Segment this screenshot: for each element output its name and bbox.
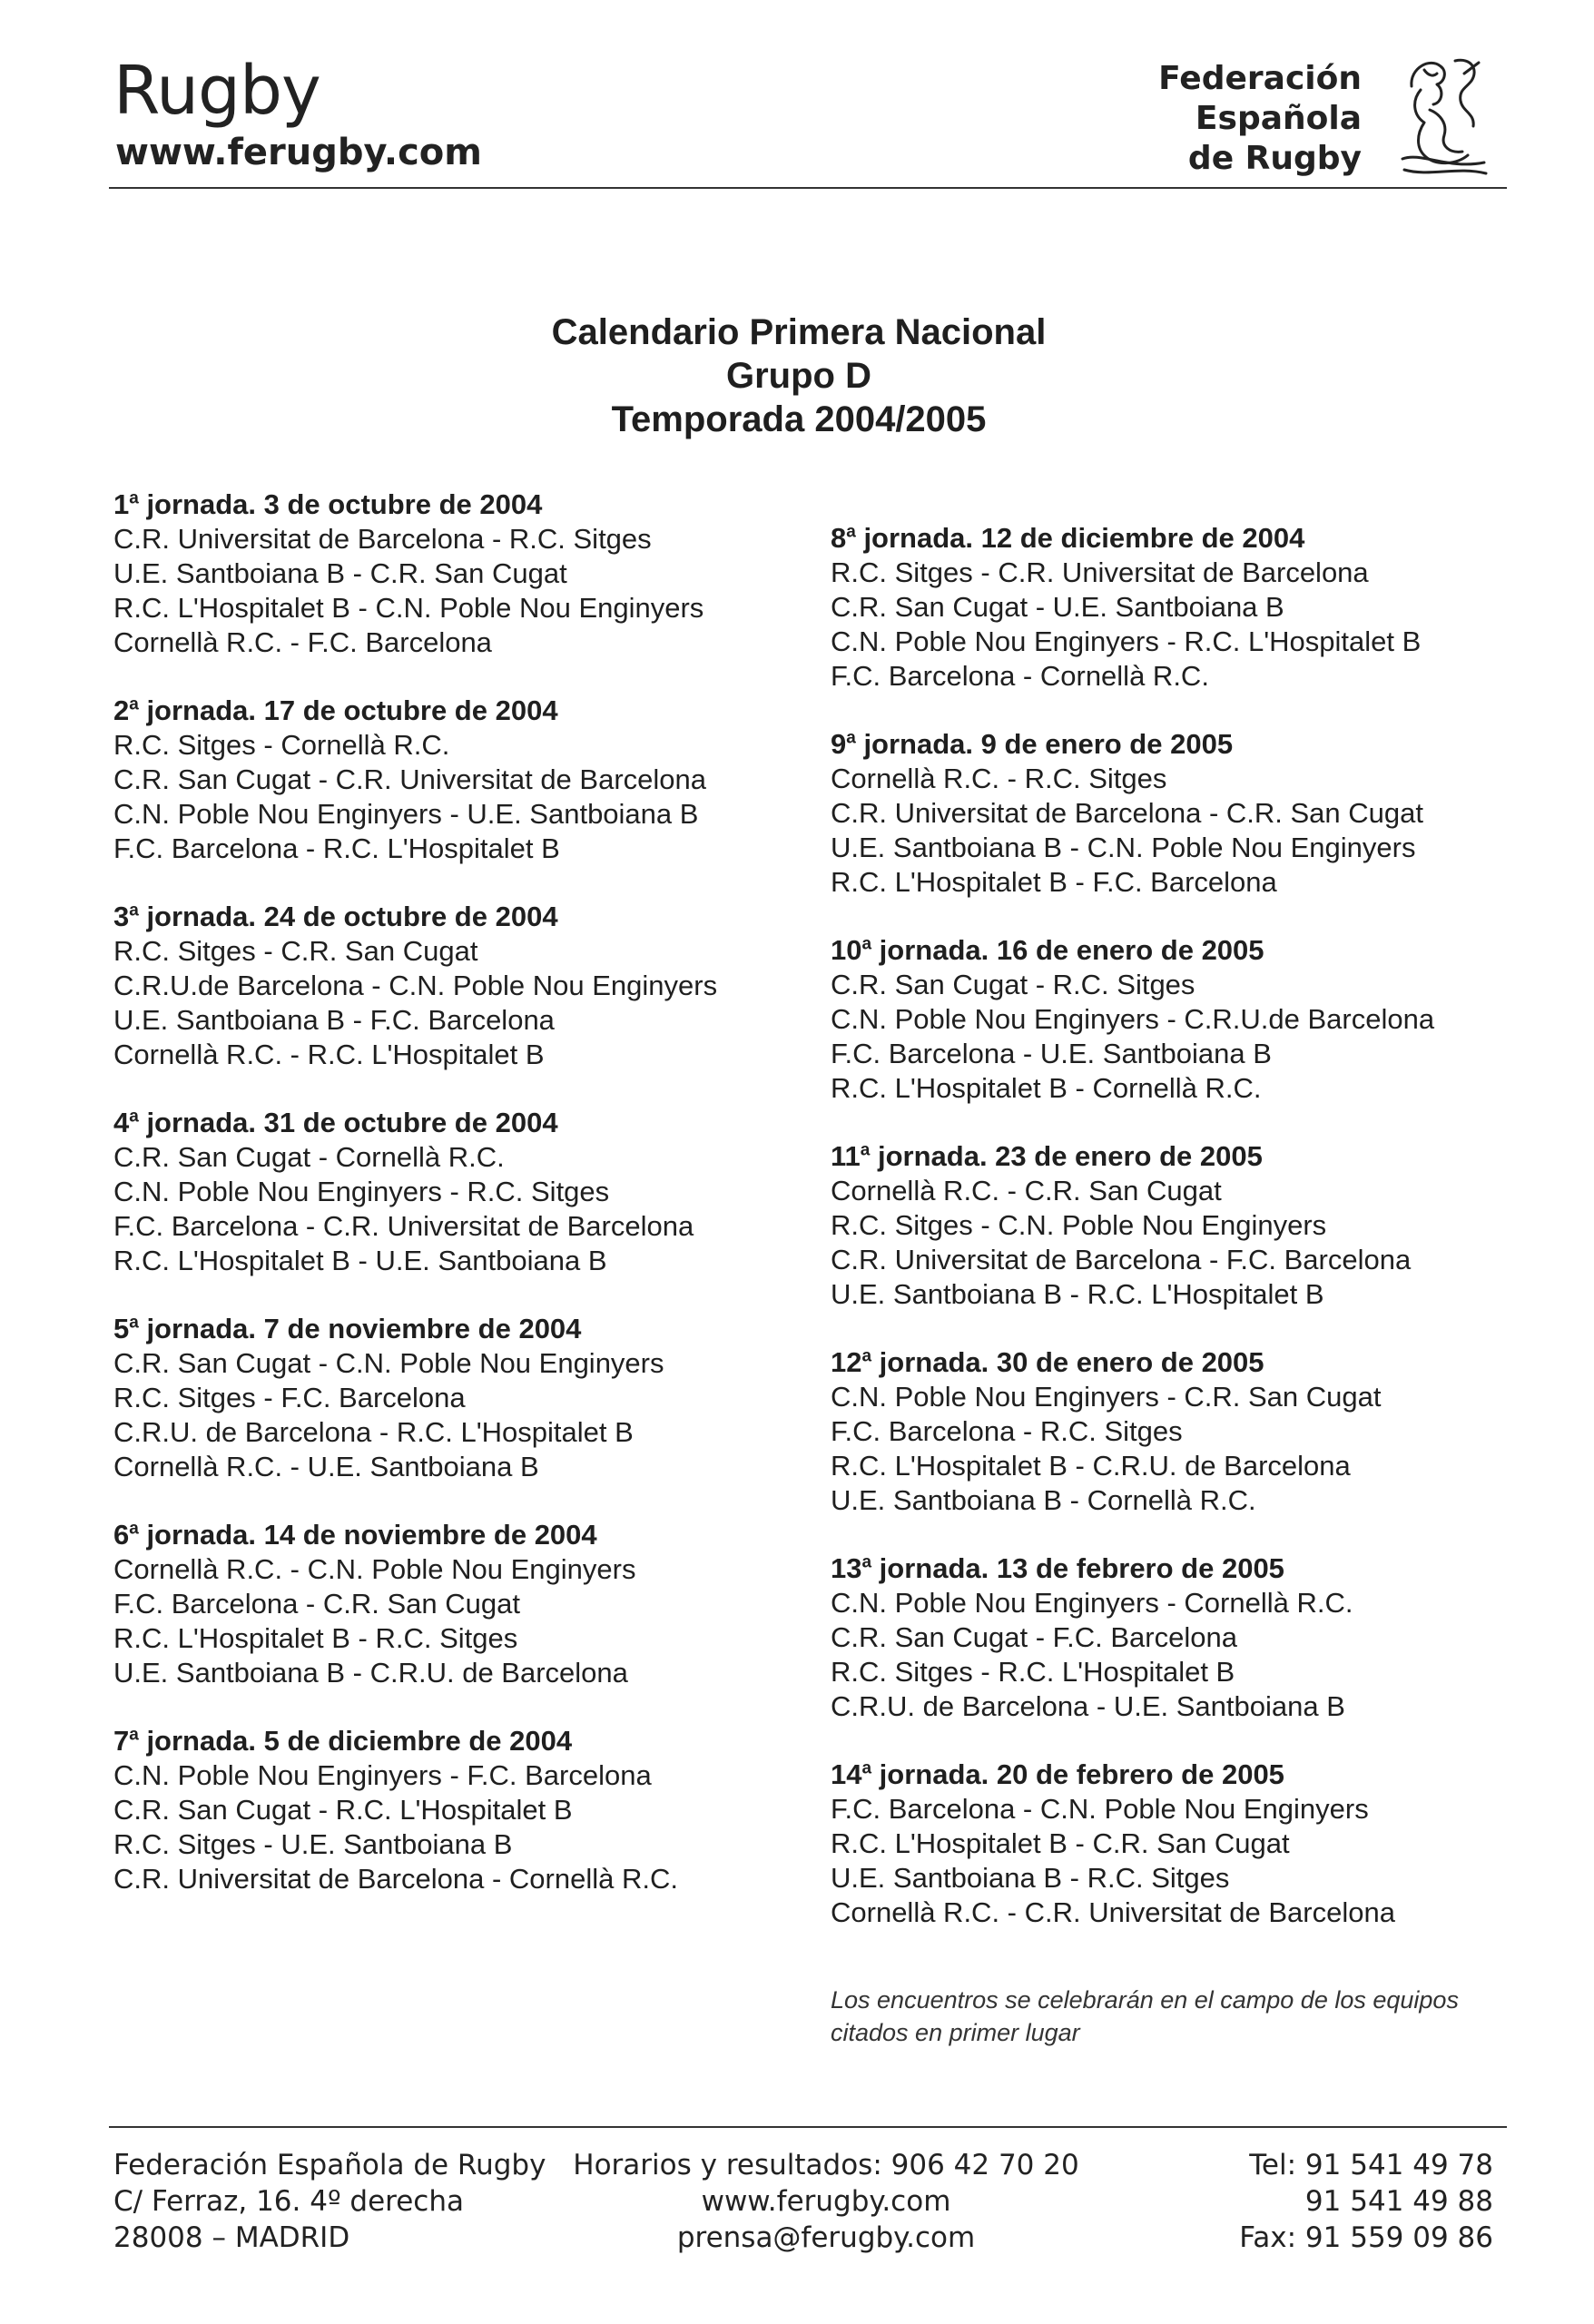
- footer-line: C/ Ferraz, 16. 4º derecha: [113, 2185, 464, 2218]
- round-date: jornada. 12 de diciembre de 2004: [855, 522, 1305, 554]
- footer-line: Fax: 91 559 09 86: [1239, 2221, 1493, 2254]
- round-number: 9: [831, 728, 847, 760]
- match-row: R.C. L'Hospitalet B - C.R.U. de Barcelona: [831, 1450, 1351, 1482]
- match-row: F.C. Barcelona - C.R. San Cugat: [113, 1588, 520, 1620]
- match-row: U.E. Santboiana B - R.C. Sitges: [831, 1862, 1230, 1894]
- round-ordinal: a: [860, 1140, 871, 1160]
- round-date: jornada. 24 de octubre de 2004: [138, 901, 558, 932]
- footer-line: Tel: 91 541 49 78: [1249, 2149, 1493, 2181]
- match-row: R.C. L'Hospitalet B - F.C. Barcelona: [831, 866, 1277, 898]
- match-row: C.N. Poble Nou Enginyers - R.C. L'Hospitalet B: [831, 625, 1422, 657]
- round-date: jornada. 31 de octubre de 2004: [138, 1107, 558, 1138]
- round-date: jornada. 14 de noviembre de 2004: [138, 1519, 597, 1551]
- round-heading: [113, 694, 749, 728]
- match-row: R.C. Sitges - Cornellà R.C.: [113, 729, 450, 761]
- round-ordinal: a: [129, 488, 139, 508]
- round-block: [113, 487, 749, 660]
- footer-email-link[interactable]: prensa@ferugby.com: [676, 2221, 976, 2254]
- round-block: [831, 521, 1466, 694]
- round-heading: [831, 933, 1466, 968]
- match-row: C.N. Poble Nou Enginyers - U.E. Santboiana B: [113, 798, 699, 830]
- round-number: 5: [113, 1313, 130, 1344]
- round-ordinal: a: [129, 901, 139, 921]
- match-row: R.C. L'Hospitalet B - C.R. San Cugat: [831, 1827, 1290, 1859]
- round-block: [113, 1312, 749, 1484]
- round-number: 3: [113, 901, 130, 932]
- round-block: [831, 1551, 1466, 1724]
- match-row: Cornellà R.C. - F.C. Barcelona: [113, 626, 492, 658]
- header-divider: [109, 187, 1507, 189]
- match-row: R.C. Sitges - F.C. Barcelona: [113, 1382, 466, 1413]
- round-ordinal: a: [861, 1758, 872, 1778]
- match-row: Cornellà R.C. - R.C. Sitges: [831, 763, 1167, 794]
- match-row: C.R.U.de Barcelona - C.N. Poble Nou Enginyers: [113, 970, 718, 1001]
- match-row: F.C. Barcelona - C.N. Poble Nou Enginyers: [831, 1793, 1369, 1825]
- footer-contact: [572, 2147, 1080, 2256]
- schedule-column-right: [831, 521, 1466, 1964]
- match-row: C.R. Universitat de Barcelona - C.R. San Cugat: [831, 797, 1423, 829]
- venue-note: Los encuentros se celebrarán en el campo de los equipos citados en primer lugar: [831, 1986, 1459, 2046]
- round-ordinal: a: [846, 728, 856, 748]
- match-row: Cornellà R.C. - U.E. Santboiana B: [113, 1451, 539, 1482]
- round-block: [831, 1345, 1466, 1518]
- round-ordinal: a: [861, 1346, 872, 1366]
- round-heading: [831, 727, 1466, 762]
- round-ordinal: a: [129, 1725, 139, 1745]
- round-ordinal: a: [861, 1552, 872, 1572]
- round-heading: [113, 1724, 749, 1758]
- brand-url[interactable]: www.ferugby.com: [115, 132, 482, 173]
- match-row: C.R. Universitat de Barcelona - R.C. Sitges: [113, 523, 652, 555]
- match-row: R.C. Sitges - C.N. Poble Nou Enginyers: [831, 1209, 1327, 1241]
- brand-title: Rugby: [113, 52, 320, 130]
- round-date: jornada. 20 de febrero de 2005: [871, 1758, 1284, 1790]
- match-row: C.R.U. de Barcelona - U.E. Santboiana B: [831, 1690, 1345, 1722]
- match-row: R.C. L'Hospitalet B - Cornellà R.C.: [831, 1072, 1262, 1104]
- footer-line: 28008 – MADRID: [113, 2221, 350, 2254]
- page-header: [113, 50, 1502, 186]
- match-row: R.C. L'Hospitalet B - U.E. Santboiana B: [113, 1245, 607, 1276]
- round-block: [831, 1758, 1466, 1930]
- page-footer: [113, 2147, 1493, 2256]
- schedule-column-left: [113, 487, 749, 1930]
- match-row: U.E. Santboiana B - C.R. San Cugat: [113, 557, 567, 589]
- match-row: F.C. Barcelona - R.C. L'Hospitalet B: [113, 832, 560, 864]
- round-ordinal: a: [129, 694, 139, 714]
- round-date: jornada. 3 de octubre de 2004: [138, 488, 543, 520]
- round-number: 6: [113, 1519, 130, 1551]
- round-ordinal: a: [846, 522, 856, 542]
- round-block: [831, 727, 1466, 900]
- match-row: Cornellà R.C. - C.R. Universitat de Barcelona: [831, 1896, 1395, 1928]
- match-row: C.N. Poble Nou Enginyers - F.C. Barcelona: [113, 1759, 652, 1791]
- match-row: U.E. Santboiana B - Cornellà R.C.: [831, 1484, 1256, 1516]
- match-row: C.R. San Cugat - F.C. Barcelona: [831, 1621, 1237, 1653]
- round-number: 7: [113, 1725, 130, 1757]
- round-date: jornada. 30 de enero de 2005: [871, 1346, 1264, 1378]
- round-heading: [831, 1345, 1466, 1380]
- federation-name-line: de Rugby: [1187, 140, 1362, 177]
- round-number: 11: [831, 1140, 861, 1172]
- page-title: [345, 310, 1253, 441]
- round-ordinal: a: [129, 1519, 139, 1539]
- match-row: C.N. Poble Nou Enginyers - C.R.U.de Barcelona: [831, 1003, 1435, 1035]
- round-date: jornada. 17 de octubre de 2004: [138, 694, 558, 726]
- footer-line: 91 541 49 88: [1304, 2185, 1493, 2218]
- match-row: Cornellà R.C. - C.N. Poble Nou Enginyers: [113, 1553, 636, 1585]
- match-row: R.C. Sitges - C.R. San Cugat: [113, 935, 478, 967]
- round-ordinal: a: [129, 1313, 139, 1333]
- round-number: 2: [113, 694, 130, 726]
- round-heading: [831, 1139, 1466, 1174]
- match-row: F.C. Barcelona - C.R. Universitat de Barcelona: [113, 1210, 694, 1242]
- match-row: C.R. San Cugat - C.N. Poble Nou Enginyers: [113, 1347, 664, 1379]
- match-row: C.R. San Cugat - C.R. Universitat de Barcelona: [113, 763, 706, 795]
- footer-divider: [109, 2126, 1507, 2128]
- match-row: R.C. Sitges - R.C. L'Hospitalet B: [831, 1656, 1235, 1688]
- round-date: jornada. 5 de diciembre de 2004: [138, 1725, 573, 1757]
- federation-logo-icon: [1384, 50, 1493, 184]
- round-heading: [113, 900, 749, 934]
- match-row: C.N. Poble Nou Enginyers - R.C. Sitges: [113, 1176, 610, 1207]
- round-date: jornada. 7 de noviembre de 2004: [138, 1313, 582, 1344]
- round-number: 1: [113, 488, 130, 520]
- match-row: Cornellà R.C. - C.R. San Cugat: [831, 1175, 1222, 1206]
- match-row: R.C. Sitges - C.R. Universitat de Barcelona: [831, 556, 1369, 588]
- federation-name-line: Española: [1195, 100, 1362, 137]
- round-number: 14: [831, 1758, 862, 1790]
- round-block: [113, 694, 749, 866]
- round-heading: [113, 1312, 749, 1346]
- round-heading: [113, 487, 749, 522]
- page-title-line: Calendario Primera Nacional: [551, 312, 1047, 352]
- match-row: U.E. Santboiana B - F.C. Barcelona: [113, 1004, 555, 1036]
- round-date: jornada. 23 de enero de 2005: [870, 1140, 1263, 1172]
- round-block: [113, 1518, 749, 1690]
- round-heading: [113, 1518, 749, 1552]
- match-row: C.R. Universitat de Barcelona - F.C. Barcelona: [831, 1244, 1412, 1275]
- round-number: 8: [831, 522, 847, 554]
- round-date: jornada. 13 de febrero de 2005: [871, 1552, 1284, 1584]
- round-block: [831, 933, 1466, 1106]
- match-row: U.E. Santboiana B - R.C. L'Hospitalet B: [831, 1278, 1324, 1310]
- round-heading: [831, 521, 1466, 556]
- footer-website-link[interactable]: www.ferugby.com: [701, 2185, 951, 2218]
- round-block: [113, 900, 749, 1072]
- federation-name: [1126, 59, 1362, 179]
- round-date: jornada. 16 de enero de 2005: [871, 934, 1264, 966]
- round-heading: [113, 1106, 749, 1140]
- match-row: C.N. Poble Nou Enginyers - C.R. San Cugat: [831, 1381, 1382, 1413]
- footer-address: [113, 2147, 585, 2256]
- match-row: R.C. L'Hospitalet B - R.C. Sitges: [113, 1622, 518, 1654]
- round-date: jornada. 9 de enero de 2005: [855, 728, 1234, 760]
- round-ordinal: a: [129, 1107, 139, 1127]
- match-row: F.C. Barcelona - R.C. Sitges: [831, 1415, 1183, 1447]
- match-row: C.R. San Cugat - U.E. Santboiana B: [831, 591, 1284, 623]
- round-block: [113, 1106, 749, 1278]
- match-row: Cornellà R.C. - R.C. L'Hospitalet B: [113, 1039, 545, 1070]
- round-number: 12: [831, 1346, 862, 1378]
- round-number: 4: [113, 1107, 130, 1138]
- round-ordinal: a: [861, 934, 872, 954]
- footer-phones: [1166, 2147, 1493, 2256]
- round-heading: [831, 1758, 1466, 1792]
- match-row: C.R. Universitat de Barcelona - Cornellà R.C.: [113, 1863, 678, 1895]
- match-row: U.E. Santboiana B - C.R.U. de Barcelona: [113, 1657, 628, 1689]
- page-title-line: Grupo D: [726, 356, 871, 396]
- page-title-line: Temporada 2004/2005: [611, 399, 987, 439]
- footer-line: Federación Española de Rugby: [113, 2149, 546, 2181]
- round-block: [113, 1724, 749, 1896]
- match-row: F.C. Barcelona - Cornellà R.C.: [831, 660, 1209, 692]
- round-number: 13: [831, 1552, 862, 1584]
- match-row: R.C. Sitges - U.E. Santboiana B: [113, 1828, 513, 1860]
- match-row: C.N. Poble Nou Enginyers - Cornellà R.C.: [831, 1587, 1353, 1619]
- match-row: F.C. Barcelona - U.E. Santboiana B: [831, 1038, 1272, 1069]
- match-row: R.C. L'Hospitalet B - C.N. Poble Nou Enginyers: [113, 592, 704, 624]
- round-number: 10: [831, 934, 862, 966]
- match-row: U.E. Santboiana B - C.N. Poble Nou Enginyers: [831, 832, 1416, 863]
- round-heading: [831, 1551, 1466, 1586]
- round-block: [831, 1139, 1466, 1312]
- federation-name-line: Federación: [1158, 60, 1362, 97]
- match-row: C.R. San Cugat - R.C. Sitges: [831, 969, 1196, 1000]
- match-row: C.R.U. de Barcelona - R.C. L'Hospitalet B: [113, 1416, 634, 1448]
- match-row: C.R. San Cugat - Cornellà R.C.: [113, 1141, 505, 1173]
- footer-line: Horarios y resultados: 906 42 70 20: [573, 2149, 1079, 2181]
- match-row: C.R. San Cugat - R.C. L'Hospitalet B: [113, 1794, 573, 1826]
